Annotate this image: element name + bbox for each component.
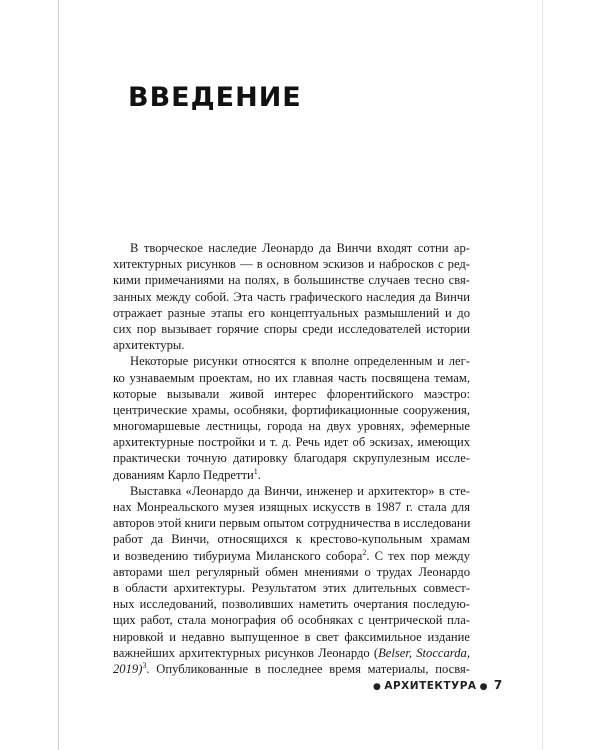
text-line: которые вызывали живой интерес флорентийского маэстро: bbox=[113, 386, 470, 401]
line-text: важнейших архитектурных рисунков Леонардо ( bbox=[113, 645, 379, 660]
text-line: практически точную датировку благодаря скрупулезным иссле- bbox=[113, 451, 470, 466]
citation-italic: Belser, Stoccarda, bbox=[378, 645, 470, 660]
text-line: занных между собой. Эта часть графического наследия да Винчи bbox=[113, 289, 470, 304]
text-line: ных исследований, позволивших наметить очертания последую- bbox=[113, 597, 470, 612]
text-line bbox=[113, 645, 470, 661]
text-line: сих пор вызывает горячие споры среди исследователей истории bbox=[113, 321, 470, 336]
text-line: авторами шел регулярный обмен мнениями о трудах Леонардо bbox=[113, 564, 470, 579]
text-line: архитектуры. bbox=[113, 338, 185, 353]
text-line: работ да Винчи, относящихся к крестово-купольным храмам bbox=[113, 532, 470, 547]
text-line: архитектурные постройки и т. д. Речь идет об эскизах, имеющих bbox=[113, 435, 470, 450]
paragraph-2 bbox=[113, 353, 470, 483]
text-line: многомаршевые лестницы, города на двух уровнях, эфемерные bbox=[113, 419, 470, 434]
line-text: и возведению тибуриума Миланского собора bbox=[113, 548, 363, 563]
citation-year: 2019) bbox=[113, 661, 143, 676]
footnote-ref: 1 bbox=[253, 466, 258, 476]
bullet-icon: ● bbox=[479, 682, 488, 692]
text-line: Выставка «Леонардо да Винчи, инженер и архитектор» в сте- bbox=[130, 483, 470, 498]
text-line: хитектурных рисунков — в основном эскизов и набросков с ред- bbox=[113, 257, 470, 272]
bullet-icon: ● bbox=[373, 682, 382, 692]
text-line: авторов этой книги первым опытом сотрудничества в исследовани bbox=[113, 516, 471, 531]
paragraph-1 bbox=[113, 240, 470, 353]
chapter-title: ВВЕДЕНИЕ bbox=[128, 82, 302, 113]
line-text: дованиям Карло Педретти bbox=[113, 467, 254, 482]
text-line: отражает разные этапы его концептуальных размышлений и до bbox=[113, 305, 470, 320]
text-line bbox=[113, 548, 470, 564]
text-line: ко узнаваемым проектам, но их главная часть посвящена темам, bbox=[113, 370, 470, 385]
text-line: в области архитектуры. Результатом этих длительных совмест- bbox=[113, 580, 470, 595]
running-footer bbox=[370, 678, 503, 692]
page-right-edge bbox=[542, 0, 543, 750]
line-text: . С тех пор между bbox=[366, 548, 470, 563]
footnote-ref: 3 bbox=[142, 660, 147, 670]
text-line: В творческое наследие Леонардо да Винчи входят сотни ар- bbox=[130, 241, 470, 255]
paragraph-3 bbox=[113, 483, 470, 677]
text-line: центрические храмы, особняки, фортификационные сооружения, bbox=[113, 402, 470, 417]
body-text bbox=[113, 240, 470, 677]
text-line: щих работ, стала монография об особняках с центрической пла- bbox=[113, 613, 470, 628]
text-line: кими примечаниями на полях, в большинстве случаев тесно свя- bbox=[113, 273, 470, 288]
text-line: дованиям Карло Педретти$^1$. bbox=[113, 466, 261, 482]
footnote-ref: 2 bbox=[362, 547, 367, 557]
text-line: Некоторые рисунки относятся к вполне определенным и лег- bbox=[130, 354, 470, 369]
text-line bbox=[113, 661, 470, 677]
section-name: АРХИТЕКТУРА bbox=[384, 680, 477, 692]
text-line: нировкой и недавно выпущенное в свет факсимильное издание bbox=[113, 629, 470, 644]
page-left-edge bbox=[58, 0, 59, 750]
line-text: . Опубликованные в последнее время материалы, посвя- bbox=[146, 661, 470, 676]
page-number: 7 bbox=[493, 678, 503, 692]
text-line: нах Монреальского музея изящных искусств в 1987 г. стала для bbox=[113, 500, 470, 514]
